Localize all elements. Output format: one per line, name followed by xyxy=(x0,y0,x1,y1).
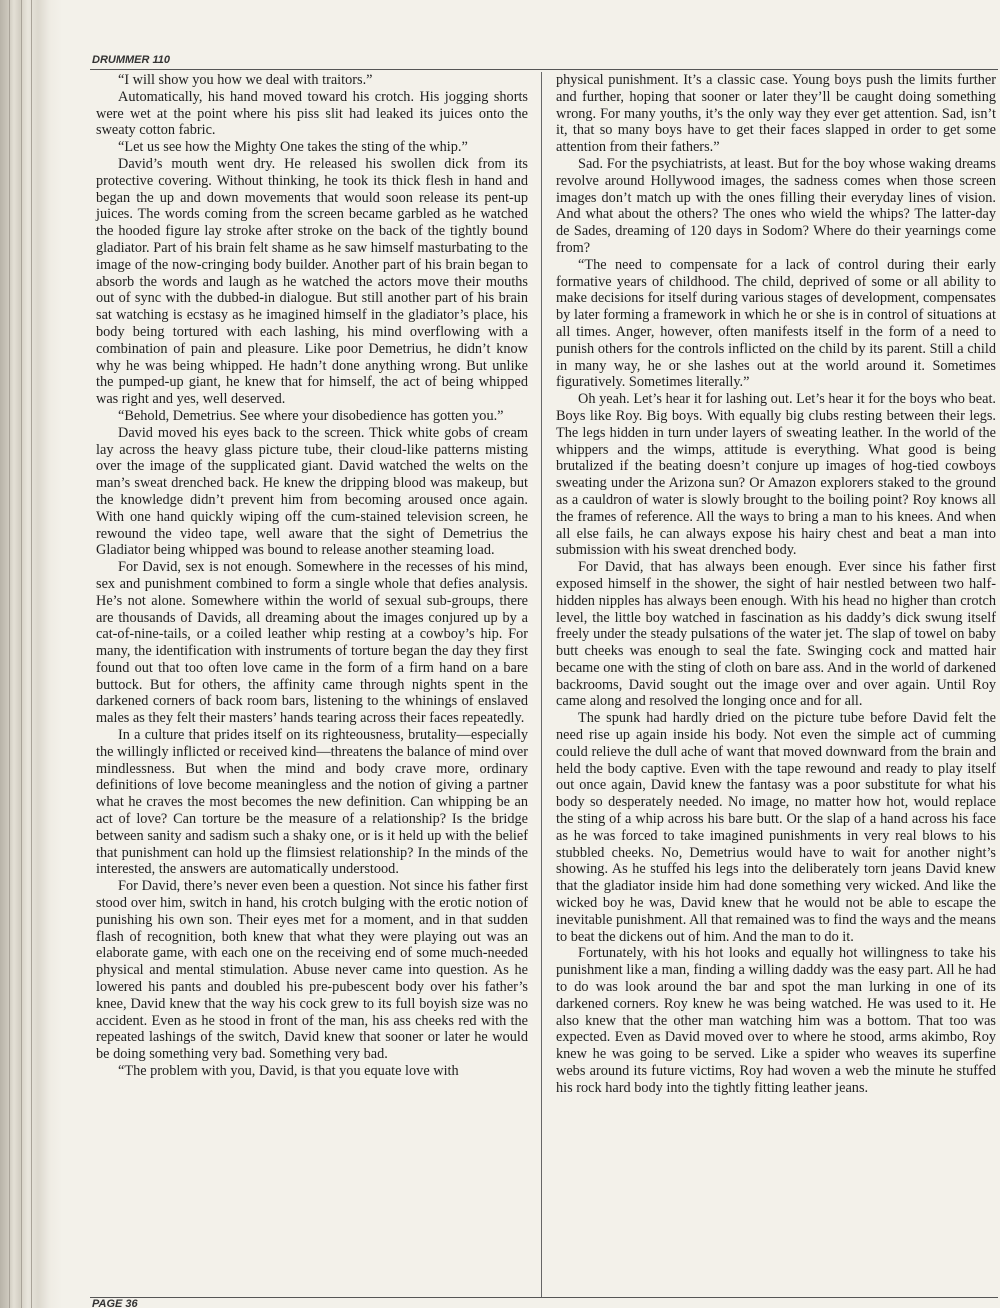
paragraph: The spunk had hardly dried on the picture tube before David felt the need rise up again inside his body. Not even the simple act of cumming could relieve the dull ache of want that moved downward from the brain and held the body captive. Even with the tape rewound and ready to play itself out once again, David knew the fantasy was a poor substitute for what his body so desperately needed. No image, no matter how hot, would replace the sting of a whip across his bare butt. Or the slap of a hand across his face as he was forced to take imagined punishments in very real blows to his stubbled cheeks. No, Demetrius would have to wait for another night’s showing. As he stuffed his legs into the deliberately torn jeans David knew that the gladiator inside him had done something very wicked. And like the wicked boy he was, David knew that he would not be able to escape the inevitable punishment. All that remained was to find the ways and the means to beat the dickens out of him. And the man to do it. xyxy=(556,710,996,945)
left-column xyxy=(96,72,528,1080)
paragraph: In a culture that prides itself on its righteousness, brutality—especially the willingly inflicted or received kind—threatens the balance of mind over mindlessness. But when the mind and body crave more, ordinary definitions of love become meaningless and the notion of giving a partner what he craves the most becomes the new definition. Can whipping be an act of love? Can torture be the measure of a relationship? Is the bridge between sanity and sadism such a shaky one, or is it held up with the belief that punishment can hold up the flimsiest relationship? In the minds of the interested, the answers are automatically understood. xyxy=(96,727,528,878)
paragraph: For David, sex is not enough. Somewhere in the recesses of his mind, sex and punishment combined to form a single whole that defies analysis. He’s not alone. Somewhere within the world of sexual sub-groups, there are thousands of Davids, all dreaming about the images conjured up by a cat-of-nine-tails, or a coiled leather whip resting at a cowboy’s hip. For many, the identification with instruments of torture began the day they first found out that too often love came in the form of a firm hand on a bare buttock. But for others, the affinity came through nights spent in the darkened corners of back room bars, listening to the whinings of enslaved males as they felt their masters’ hands tearing across their faces repeatedly. xyxy=(96,559,528,727)
page-binding xyxy=(0,0,62,1308)
paragraph: David moved his eyes back to the screen. Thick white gobs of cream lay across the heavy glass picture tube, their cloud-like patterns misting over the image of the supplicated giant. David watched the welts on the man’s sweat drenched back. He knew the dripping blood was makeup, but the knowledge didn’t prevent him from becoming aroused once again. With one hand quickly wiping off the cum-stained television screen, he rewound the video tape, well aware that the sight of Demetrius the Gladiator being whipped was bound to release another steaming load. xyxy=(96,424,528,559)
running-header: DRUMMER 110 xyxy=(92,54,171,66)
binding-edge-line xyxy=(9,0,10,1308)
paragraph: “The problem with you, David, is that you equate love with xyxy=(118,1063,459,1080)
paragraph: For David, that has always been enough. Ever since his father first exposed himself in the shower, the sight of hair nestled between two half-hidden nipples has always been enough. With his head no higher than crotch level, the little boy watched in fascination as his daddy’s dick swung itself freely under the steady pulsations of the water jet. The slap of towel on baby butt cheeks was enough to seal the fate. Swinging cock and matted hair became one with the sting of cloth on bare ass. And in the world of darkened backrooms, David sought out the image over and over again. Until Roy came along and resolved the longing once and for all. xyxy=(556,559,996,710)
column-divider xyxy=(541,72,542,1297)
paragraph: “Behold, Demetrius. See where your disobedience has gotten you.” xyxy=(118,407,504,424)
paragraph: “Let us see how the Mighty One takes the sting of the whip.” xyxy=(118,139,468,156)
header-rule xyxy=(90,69,998,70)
right-column xyxy=(556,72,996,1097)
page-number: PAGE 36 xyxy=(92,1298,138,1308)
paragraph: David’s mouth went dry. He released his swollen dick from its protective covering. Without thinking, he took its thick flesh in hand and began the up and down movements that would soon release its pent-up juices. The words coming from the screen became garbled as he watched the hooded figure lay stroke after stroke on the back of the tightly bound gladiator. Part of his brain felt shame as he saw himself masturbating to the image of the now-cringing body builder. Another part of his brain began to absorb the words and laugh as he watched the actors move their mouths out of sync with the dubbed-in dialogue. But still another part of his brain sat watching is ecstasy as he imagined himself in the gladiator’s place, his body being tortured with each lashing, his mind overflowing with a combination of pain and pleasure. Like poor Demetrius, he didn’t know why he was being whipped. He hadn’t done anything wrong. But unlike the pumped-up giant, he knew that for himself, the act of being whipped was right and yes, well deserved. xyxy=(96,155,528,408)
paragraph: Fortunately, with his hot looks and equally hot willingness to take his punishment like a man, finding a willing daddy was the easy part. All he had to do was look around the bar and spot the man lurking in one of its darkened corners. Roy knew he was being watched. He was used to it. He also knew that the other man watching him was a bottom. That too was expected. Even as David moved over to where he stood, arms akimbo, Roy knew he was going to be served. Like a spider who weaves its superfine webs around its future victims, Roy had woven a web the minute he stuffed his rock hard body into the tightly fitting leather jeans. xyxy=(556,945,996,1096)
paragraph: Sad. For the psychiatrists, at least. But for the boy whose waking dreams revolve around Hollywood images, the sadness comes when those screen images don’t match up with the ones filling their everyday lines of vision. And what about the others? The ones who wield the whips? The latter-day de Sades, dreaming of 120 days in Sodom? Where do their yearnings come from? xyxy=(556,155,996,256)
paragraph: “I will show you how we deal with traitors.” xyxy=(118,72,373,88)
footer-rule xyxy=(90,1297,998,1298)
paragraph: Automatically, his hand moved toward his crotch. His jogging shorts were wet at the point where his piss slit had leaked its juices onto the sweaty cotton fabric. xyxy=(96,88,528,139)
paragraph-continued: physical punishment. It’s a classic case. Young boys push the limits further and further, hoping that sooner or later they’ll be caught doing something wrong. For many youths, it’s the only way they ever get attention. Sad, isn’t it, that so many boys have to get their faces slapped in order to get some attention from their fathers.” xyxy=(556,72,996,156)
binding-edge-line xyxy=(21,0,22,1308)
paragraph: For David, there’s never even been a question. Not since his father first stood over him, switch in hand, his crotch bulging with the erotic notion of punishing his own son. Their eyes met for a moment, and in that sudden flash of recognition, both knew that what they were playing out was an elaborate game, with each one on the receiving end of some much-needed physical and mental stimulation. Abuse never came into question. As he lowered his pants and doubled his pre-pubescent body over his father’s knee, David knew that the way his cock grew to its full boyish size was no accident. Even as he stood in front of the man, his ass cheeks red with the repeated lashings of the switch, David knew that sooner or later he would be doing something very bad. Something very bad. xyxy=(96,878,528,1063)
paragraph: “The need to compensate for a lack of control during their early formative years of childhood. The child, deprived of some or all ability to make decisions for itself during various stages of development, compensates by later forming a framework in which he or she is in control of situations at all times. Anger, however, often manifests itself in the form of a need to punish others for the controls inflicted on the child by its parent. Still a child in many way, he or she lashes out at the world around it. Sometimes figuratively. Sometimes literally.” xyxy=(556,256,996,391)
paragraph: Oh yeah. Let’s hear it for lashing out. Let’s hear it for the boys who beat. Boys like Roy. Big boys. With equally big clubs resting between their legs. The legs hidden in turn under layers of sweating leather. In the world of the whippers and the wimps, attitude is everything. What good is being brutalized if the beating doesn’t conjure up images of hog-tied cowboys sweating under the Arizona sun? Or Amazon explorers staked to the ground as a cauldron of water is slowly brought to the boiling point? Roy knows all the frames of reference. All the ways to bring a man to his knees. And when all else fails, he can always expose his hairy chest and beat a man into submission with his sweat drenched body. xyxy=(556,391,996,559)
binding-edge-line xyxy=(31,0,32,1308)
